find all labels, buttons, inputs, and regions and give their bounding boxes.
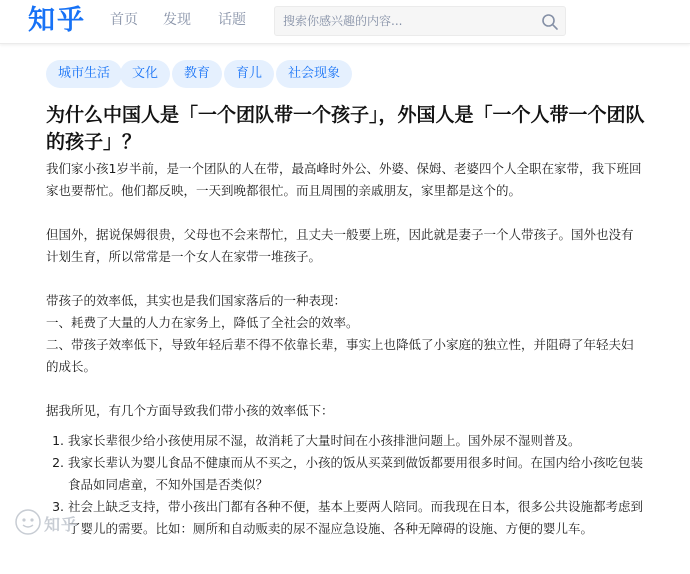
mascot-icon — [14, 508, 42, 536]
answer-content — [46, 158, 644, 540]
list-item-text: 我家长辈很少给小孩使用尿不湿，故消耗了大量时间在小孩排泄问题上。国外尿不湿则普及。 — [68, 433, 581, 448]
topic-tag[interactable]: 教育 — [172, 60, 222, 88]
list-number: 1. — [52, 433, 64, 448]
search-icon[interactable] — [541, 13, 559, 31]
top-navigation-bar — [0, 0, 690, 44]
list-item — [46, 452, 644, 496]
answer-paragraph: 据我所见，有几个方面导致我们带小孩的效率低下： — [46, 403, 334, 418]
topic-tag[interactable]: 社会现象 — [276, 60, 352, 88]
list-item — [46, 496, 644, 540]
nav-topics[interactable]: 话题 — [218, 12, 246, 28]
answer-list — [46, 430, 644, 540]
nav-home[interactable]: 首页 — [110, 12, 138, 28]
watermark-text: 知乎 — [44, 515, 79, 534]
answer-paragraph: 我们家小孩1岁半前，是一个团队的人在带，最高峰时外公、外婆、保姆、老婆四个人全职在家带，我下班回家也要帮忙。他们都反映，一天到晚都很忙。而且周围的亲戚朋友，家里都是这个的。 — [46, 161, 642, 198]
list-item-text: 社会上缺乏支持，带小孩出门都有各种不便，基本上要两人陪同。而我现在日本，很多公共设施都考虑到了婴儿的需要。比如：厕所和自动贩卖的尿不湿应急设施、各种无障碍的设施、方便的婴儿车。 — [68, 499, 644, 536]
question-title[interactable]: 为什么中国人是「一个团队带一个孩子」，外国人是「一个人带一个团队的孩子」？ — [46, 104, 645, 153]
answer-line: 一、耗费了大量的人力在家务上，降低了全社会的效率。 — [46, 315, 359, 330]
answer-paragraph: 但国外，据说保姆很贵，父母也不会来帮忙，且丈夫一般要上班，因此就是妻子一个人带孩子。国外也没有计划生育，所以常常是一个女人在家带一堆孩子。 — [46, 227, 634, 264]
list-number: 3. — [52, 499, 64, 514]
zhihu-logo[interactable]: 知乎 — [28, 5, 86, 36]
topic-tag[interactable]: 育儿 — [224, 60, 274, 88]
list-item-text: 我家长辈认为婴儿食品不健康而从不买之，小孩的饭从买菜到做饭都要用很多时间。在国内给小孩吃包装食品如同虐童，不知外国是否类似？ — [68, 455, 644, 492]
answer-line: 二、带孩子效率低下，导致年轻后辈不得不依靠长辈，事实上也降低了小家庭的独立性，并阻碍了年轻夫妇的成长。 — [46, 337, 634, 374]
list-number: 2. — [52, 455, 64, 470]
answer-paragraph — [46, 290, 644, 378]
topic-tag[interactable]: 城市生活 — [46, 60, 122, 88]
nav-discover[interactable]: 发现 — [163, 12, 191, 28]
topic-tag[interactable]: 文化 — [120, 60, 170, 88]
search-input[interactable] — [283, 7, 533, 35]
search-box — [274, 6, 566, 36]
list-item — [46, 430, 644, 452]
answer-line: 带孩子的效率低，其实也是我们国家落后的一种表现： — [46, 293, 347, 308]
zhihu-watermark — [14, 504, 90, 550]
